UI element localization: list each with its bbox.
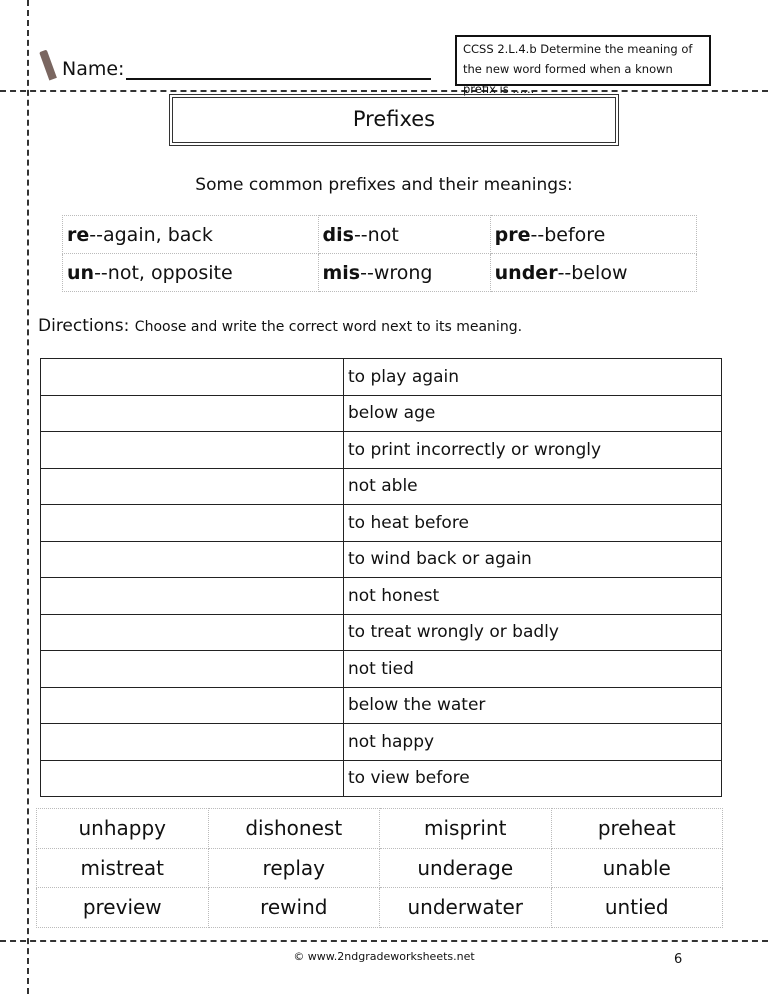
cut-line-vertical [27, 0, 29, 994]
prefix-meaning: --below [557, 261, 628, 284]
prefix-meaning: --not, opposite [94, 261, 233, 284]
pencil-icon [39, 50, 57, 81]
matching-table [40, 358, 722, 797]
name-field [44, 50, 431, 80]
word-bank [36, 808, 723, 928]
table-row [41, 541, 722, 578]
word-bank-row [37, 848, 723, 888]
prefix-meaning: --before [530, 223, 606, 246]
meaning-cell: to treat wrongly or badly [344, 614, 722, 651]
answer-cell[interactable] [41, 760, 344, 797]
word-bank-word: rewind [208, 888, 380, 928]
table-row [41, 359, 722, 396]
page-number: 6 [674, 952, 683, 967]
page-title: Prefixes [169, 94, 619, 146]
directions-text: Choose and write the correct word next to its meaning. [134, 319, 523, 335]
name-write-line[interactable] [126, 60, 431, 80]
word-bank-row [37, 809, 723, 849]
meaning-cell: not happy [344, 724, 722, 761]
prefix-cell [63, 254, 319, 292]
prefix-cell [63, 216, 319, 254]
word-bank-word: underwater [380, 888, 552, 928]
answer-cell[interactable] [41, 505, 344, 542]
table-row [41, 724, 722, 761]
prefix: re [67, 223, 90, 246]
answer-cell[interactable] [41, 614, 344, 651]
prefix-cell [490, 254, 696, 292]
prefix-meaning: --again, back [89, 223, 213, 246]
prefix-meaning: --not [353, 223, 399, 246]
word-bank-word: untied [551, 888, 723, 928]
word-bank-row [37, 888, 723, 928]
meaning-cell: below age [344, 395, 722, 432]
prefix-row [63, 216, 697, 254]
prefix: pre [494, 223, 531, 246]
copyright: © www.2ndgradeworksheets.net [293, 950, 475, 963]
prefix: dis [322, 223, 354, 246]
word-bank-word: underage [380, 848, 552, 888]
answer-cell[interactable] [41, 432, 344, 469]
meaning-cell: not honest [344, 578, 722, 615]
cut-line-bottom [0, 940, 768, 942]
meaning-cell: below the water [344, 687, 722, 724]
directions [38, 316, 522, 336]
standard-box: CCSS 2.L.4.b Determine the meaning of the new word formed when a known prefix is ...... [455, 35, 711, 86]
answer-cell[interactable] [41, 724, 344, 761]
meaning-cell: to print incorrectly or wrongly [344, 432, 722, 469]
prefix: under [494, 261, 558, 284]
word-bank-word: mistreat [37, 848, 209, 888]
word-bank-word: replay [208, 848, 380, 888]
table-row [41, 468, 722, 505]
meaning-cell: to heat before [344, 505, 722, 542]
meaning-cell: to view before [344, 760, 722, 797]
directions-label: Directions: [38, 316, 130, 336]
prefix-row [63, 254, 697, 292]
subtitle: Some common prefixes and their meanings: [195, 175, 573, 195]
answer-cell[interactable] [41, 468, 344, 505]
word-bank-word: unhappy [37, 809, 209, 849]
meaning-cell: not able [344, 468, 722, 505]
prefix: un [67, 261, 95, 284]
word-bank-word: preview [37, 888, 209, 928]
table-row [41, 651, 722, 688]
word-bank-word: unable [551, 848, 723, 888]
table-row [41, 505, 722, 542]
meaning-cell: to wind back or again [344, 541, 722, 578]
word-bank-word: dishonest [208, 809, 380, 849]
answer-cell[interactable] [41, 359, 344, 396]
table-row [41, 578, 722, 615]
prefix-table [62, 215, 697, 292]
table-row [41, 760, 722, 797]
prefix-cell [318, 254, 490, 292]
answer-cell[interactable] [41, 578, 344, 615]
answer-cell[interactable] [41, 395, 344, 432]
meaning-cell: to play again [344, 359, 722, 396]
table-row [41, 687, 722, 724]
word-bank-word: preheat [551, 809, 723, 849]
prefix-meaning: --wrong [360, 261, 433, 284]
prefix-cell [490, 216, 696, 254]
prefix: mis [322, 261, 361, 284]
answer-cell[interactable] [41, 687, 344, 724]
answer-cell[interactable] [41, 541, 344, 578]
cut-line-top [0, 90, 768, 92]
table-row [41, 432, 722, 469]
meaning-cell: not tied [344, 651, 722, 688]
table-row [41, 395, 722, 432]
prefix-cell [318, 216, 490, 254]
answer-cell[interactable] [41, 651, 344, 688]
word-bank-word: misprint [380, 809, 552, 849]
table-row [41, 614, 722, 651]
name-label: Name: [62, 58, 125, 80]
